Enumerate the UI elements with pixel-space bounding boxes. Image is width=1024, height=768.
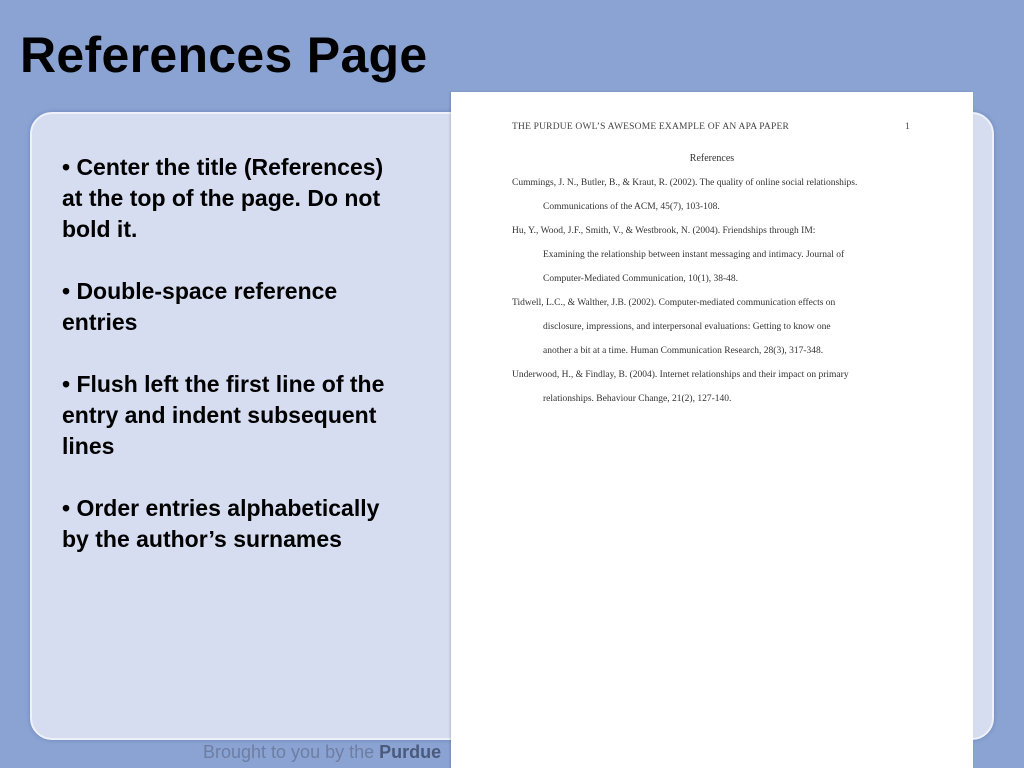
reference-list [512,176,912,416]
bullet-alphabetical-order: • Order entries alphabetically by the author’s surnames [62,495,380,552]
reference-line: Tidwell, L.C., & Walther, J.B. (2002). Computer-mediated communication effects on [512,298,836,308]
bullet-list [62,152,392,586]
reference-line: Underwood, H., & Findlay, B. (2004). Internet relationships and their impact on primary [512,370,849,380]
reference-line: Computer-Mediated Communication, 10(1), 38-48. [543,274,739,284]
bullet-center-title: • Center the title (References) at the top of the page. Do not bold it. [62,154,384,242]
apa-paper-page [451,92,973,768]
reference-line: relationships. Behaviour Change, 21(2), 127-140. [543,394,732,404]
reference-line: Hu, Y., Wood, J.F., Smith, V., & Westbrook, N. (2004). Friendships through IM: [512,226,816,236]
reference-line: Cummings, J. N., Butler, B., & Kraut, R. (2002). The quality of online social relationships. [512,178,858,188]
footer-credit-prefix: Brought to you by the [203,742,380,762]
page-number: 1 [905,122,910,132]
reference-line: Examining the relationship between instant messaging and intimacy. Journal of [543,250,845,260]
references-heading: References [689,153,735,164]
slide-title: References Page [20,27,428,83]
reference-line: Communications of the ACM, 45(7), 103-108. [543,202,720,212]
reference-line: another a bit at a time. Human Communication Research, 28(3), 317-348. [543,346,824,356]
bullet-double-space: • Double-space reference entries [62,278,338,335]
bullet-hanging-indent: • Flush left the first line of the entry and indent subsequent lines [62,371,385,459]
footer-credit-brand: Purdue [379,742,442,762]
reference-line: disclosure, impressions, and interpersonal evaluations: Getting to know one [543,322,831,332]
running-head: THE PURDUE OWL’S AWESOME EXAMPLE OF AN APA PAPER [512,122,789,132]
footer-credit [203,742,441,763]
